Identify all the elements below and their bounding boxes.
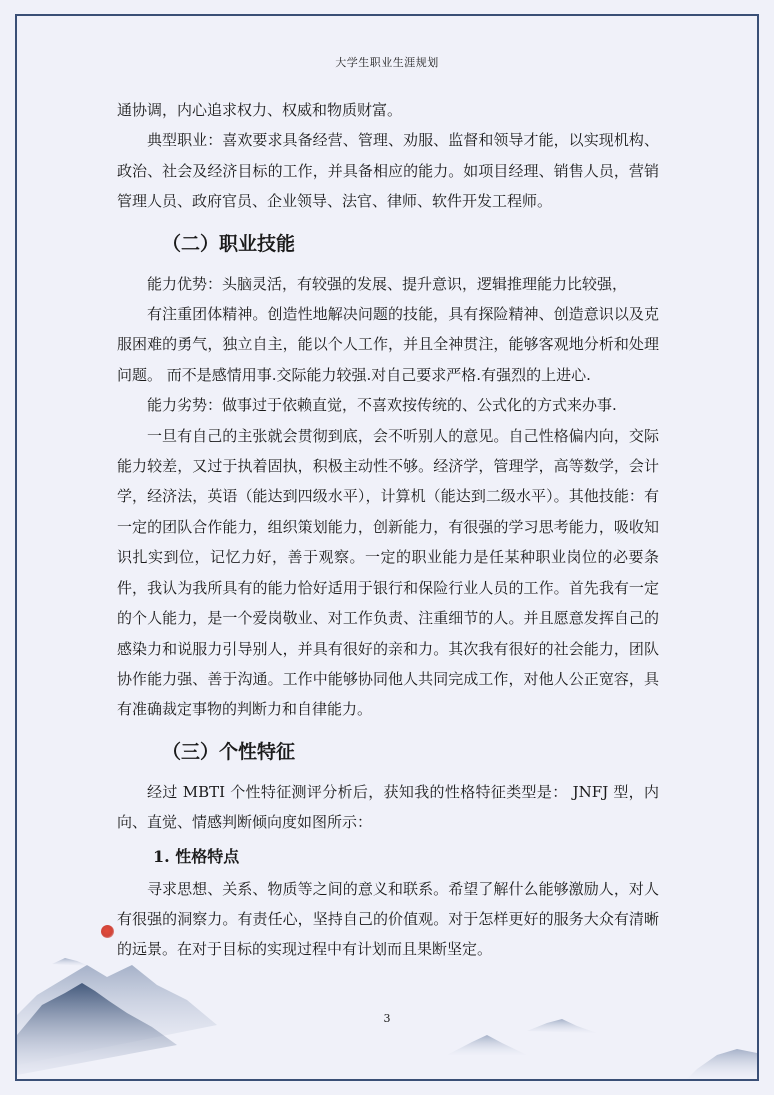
paragraph: 通协调，内心追求权力、权威和物质财富。 [117, 101, 403, 119]
paragraph: 能力劣势：做事过于依赖直觉，不喜欢按传统的、公式化的方式来办事. [147, 396, 617, 415]
paragraph: 寻求思想、关系、物质等之间的意义和联系。希望了解什么能够激励人，对人有很强的洞察力。有责任心，坚持自己的价值观。对于怎样更好的服务大众有清晰的远景。在对于目标的实现过程中有计划而且果断坚定。 [117, 879, 659, 959]
paragraph: 一旦有自己的主张就会贯彻到底，会不听别人的意见。自己性格偏内向，交际能力较差，又过于执着固执，积极主动性不够。经济学，管理学，高等数学，会计学，经济法，英语（能达到四级水平），计算机（能达到二级水平）。其他技能：有一定的团队合作能力，组织策划能力，创新能力，有很强的学习思考能力，吸收知识扎实到位，记忆力好，善于观察。一定的职业能力是任某种职业岗位的必要条件，我认为我所具有的能力恰好适用于银行和保险行业人员的工作。首先我有一定的个人能力，是一个爱岗敬业、对工作负责、注重细节的人。并且愿意发挥自己的感染力和说服力引导别人，并具有很好的亲和力。其次我有很好的社会能力，团队协作能力强、善于沟通。工作中能够协同他人共同完成工作，对他人公正宽容，具有准确裁定事物的判断力和自律能力。 [117, 426, 659, 719]
subsection-heading: 1. 性格特点 [153, 846, 240, 866]
paragraph: 典型职业：喜欢要求具备经营、管理、劝服、监督和领导才能，以实现机构、政治、社会及经济目标的工作，并具备相应的能力。如项目经理、销售人员，营销管理人员、政府官员、企业领导、法官、律师、软件开发工程师。 [117, 131, 659, 211]
document-body [117, 95, 659, 965]
mountain-tiny [52, 958, 89, 966]
section-heading: （三）个性特征 [162, 740, 296, 763]
mountain-small-right [447, 1035, 527, 1055]
paragraph: 经过 MBTI 个性特征测评分析后，获知我的性格特征类型是： JNFJ 型，内向、直觉、情感判断倾向度如图所示： [117, 782, 659, 832]
ink-mountain-illustration [17, 905, 757, 1079]
section-heading: （二）职业技能 [162, 232, 296, 255]
red-seal-dot [101, 925, 114, 938]
running-header: 大学生职业生涯规划 [335, 56, 439, 69]
page-number: 3 [383, 1012, 391, 1025]
mountain-right-edge [687, 1049, 757, 1079]
paragraph: 能力优势：头脑灵活，有较强的发展、提升意识，逻辑推理能力比较强， [147, 274, 628, 293]
paragraph: 有注重团体精神。创造性地解决问题的技能，具有探险精神、创造意识以及克服困难的勇气，独立自主，能以个人工作，并且全神贯注，能够客观地分析和处理问题。 而不是感情用事.交际能力较强.对自己要求严格.有强烈的上进心. [117, 305, 659, 384]
